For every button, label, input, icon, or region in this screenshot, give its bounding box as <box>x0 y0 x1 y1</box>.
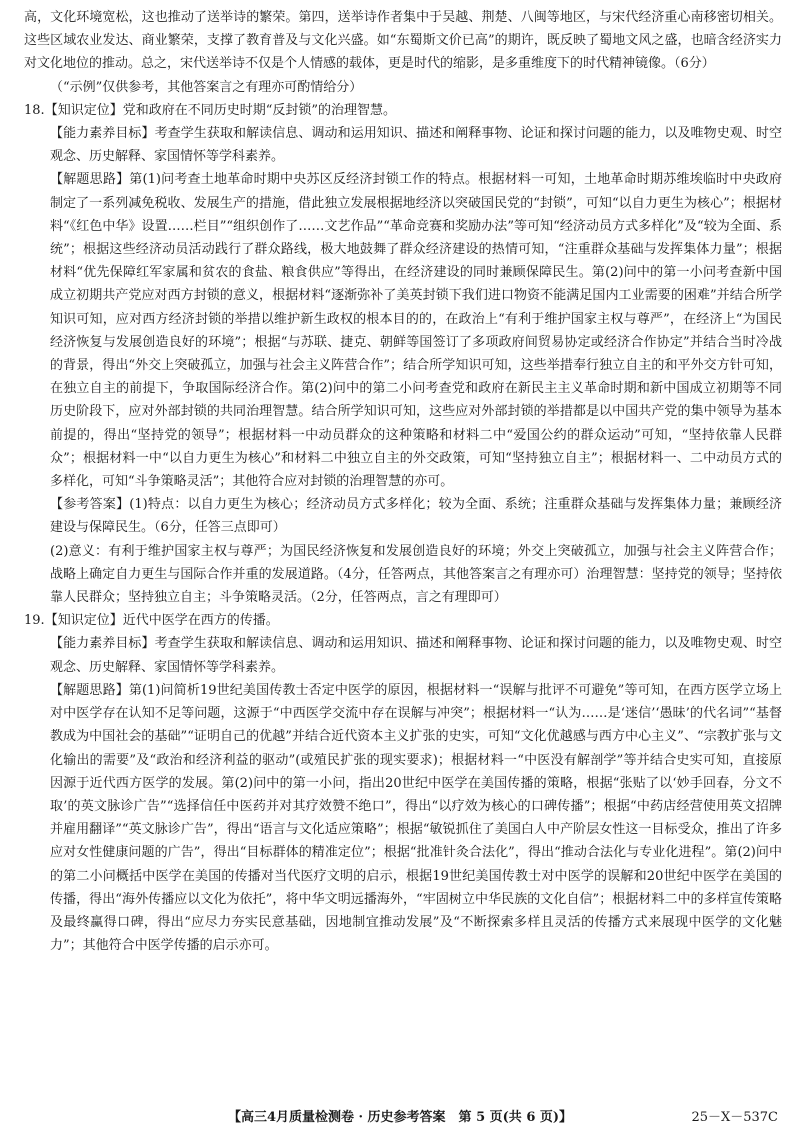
q19-position-text: 【知识定位】近代中医学在西方的传播。 <box>44 613 279 629</box>
q19-thinking: 【解题思路】第(1)问简析19世纪美国传教士否定中医学的原因，根据材料一“误解与批评不可避免”等可知，在西方医学立场上对中医学存在认知不足等问题，这源于“中西医学交流中存在误解与冲突”；根据材料一“认为……是‘迷信’‘愚昧’的代名词”“基督教成为中国社会的基础”“证明自己的优越”并结合近代资本主义扩张的史实，可知“文化优越感与西方中心主义”、“宗教扩张与文化输出的需要”及“政治和经济利益的驱动”(或殖民扩张的现实要求)；根据材料一“中医没有解剖学”等并结合史实可知，直接原因源于近代西方医学的发展。第(2)问中的第一小问，指出20世纪中医学在美国传播的策略，根据“张贴了以‘妙手回春，分文不取’的英文脉诊广告”“选择信任中医药并对其疗效赞不绝口”，得出“以疗效为核心的口碑传播”；根据“中药店经营使用英文招牌并雇用翻译”“英文脉诊广告”，得出“语言与文化适应策略”；根据“敏锐抓住了美国白人中产阶层女性这一目标受众，推出了许多应对女性健康问题的广告”，得出“目标群体的精准定位”；根据“批准针灸合法化”，得出“推动合法化与专业化进程”。第(2)问中的第二小问概括中医学在美国的传播对当代医疗文明的启示，根据19世纪美国传教士对中医学的误解和20世纪中医学在美国的传播，得出“海外传播应以文化为依托”，将中华文明远播海外，“牢固树立中华民族的文化自信”；根据材料二中的多样宣传策略及最终赢得口碑，得出“应尽力夯实民意基础，因地制宜推动发展”及“不断探索多样且灵活的传播方式来展现中医学的文化魅力”；其他符合中医学传播的启示亦可。 <box>50 682 782 954</box>
scoring-note: （“示例”仅供参考，其他答案言之有理亦可酌情给分） <box>50 79 363 95</box>
footer-title: 【高三4月质量检测卷 · 历史参考答案 第 5 页(共 6 页)】 <box>227 1109 573 1125</box>
question-19 <box>24 609 782 957</box>
question-18 <box>24 99 782 609</box>
q18-answer-1: 【参考答案】(1)特点：以自力更生为核心；经济动员方式多样化；较为全面、系统；注重群众基础与发挥集体力量；兼顾经济建设与保障民生。（6分，任答三点即可） <box>50 497 782 536</box>
top-paragraph: 高，文化环境宽松，这也推动了送举诗的繁荣。第四，送举诗作者集中于吴越、荆楚、八闽等地区，与宋代经济重心南移密切相关。这些区域农业发达、商业繁荣，支撑了教育普及与文化兴盛。如“东蜀斯文价已高”的期许，既反映了蜀地文风之盛，也暗含经济实力对文化地位的推动。总之，宋代送举诗不仅是个人情感的载体，更是时代的缩影，是多重维度下的时代精神镜像。（6分） <box>24 10 782 72</box>
answer-page <box>24 6 782 957</box>
footer-code: 25－X－537C <box>691 1109 778 1125</box>
q19-ability: 【能力素养目标】考查学生获取和解读信息、调动和运用知识、描述和阐释事物、论证和探讨问题的能力，以及唯物史观、时空观念、历史解释、家国情怀等学科素养。 <box>50 636 782 675</box>
q18-ability: 【能力素养目标】考查学生获取和解读信息、调动和运用知识、描述和阐释事物、论证和探讨问题的能力，以及唯物史观、时空观念、历史解释、家国情怀等学科素养。 <box>50 126 782 165</box>
q18-number: 18. <box>24 102 45 118</box>
q19-number: 19. <box>24 613 45 629</box>
q19-position <box>24 609 782 632</box>
q18-answer-2: (2)意义：有利于维护国家主权与尊严；为国民经济恢复和发展创造良好的环境；外交上突破孤立，加强与社会主义阵营合作；战略上确定自力更生与国际合作并重的发展道路。（4分，任答两点，其他答案言之有理亦可）治理智慧：坚持党的领导；坚持依靠人民群众；坚持独立自主；斗争策略灵活。（2分，任答两点，言之有理即可） <box>50 543 782 606</box>
q18-position <box>24 99 782 122</box>
q18-thinking: 【解题思路】第(1)问考查土地革命时期中央苏区反经济封锁工作的特点。根据材料一可知，土地革命时期苏维埃临时中央政府制定了一系列减免税收、发展生产的措施，借此独立发展根据地经济以突破国民党的“封锁”，可知“以自力更生为核心”；根据材料“《红色中华》设置……栏目”“组织创作了……文艺作品”“革命竞赛和奖励办法”等可知“经济动员方式多样化”及“较为全面、系统”；根据这些经济动员活动践行了群众路线，极大地鼓舞了群众经济建设的热情可知，“注重群众基础与发挥集体力量”；根据材料“优先保障红军家属和贫农的食盐、粮食供应”等得出，在经济建设的同时兼顾保障民生。第(2)问中的第一小问考查新中国成立初期共产党应对西方封锁的意义，根据材料“逐渐弥补了美英封锁下我们进口物资不能满足国内工业需要的困难”并结合所学知识可知，应对西方经济封锁的举措以维护新生政权的根本目的的，在政治上“有利于维护国家主权与尊严”，在经济上“为国民经济恢复与发展创造良好的环境”；根据“与苏联、捷克、朝鲜等国签订了多项政府间贸易协定或经济合作协定”并结合当时冷战的背景，得出“外交上突破孤立，加强与社会主义阵营合作”；结合所学知识可知，这些举措奉行独立自主的和平外交方针可知，在独立自主的前提下，争取国际经济合作。第(2)问中的第二小问考查党和政府在新民主主义革命时期和新中国成立初期等不同历史阶段下，应对外部封锁的共同治理智慧。结合所学知识可知，这些应对外部封锁的举措都是以中国共产党的集中领导为基本前提的，得出“坚持党的领导”；根据材料一中动员群众的这种策略和材料二中“爱国公约的群众运动”可知，“坚持依靠人民群众”；根据材料一中“以自力更生为核心”和材料二中独立自主的外交政策，可知“坚持独立自主”；根据材料一、二中动员方式的多样化，可知“斗争策略灵活”；其他符合应对封锁的治理智慧的亦可。 <box>50 172 782 490</box>
q18-position-text: 【知识定位】党和政府在不同历史时期“反封锁”的治理智慧。 <box>44 102 396 118</box>
page-footer <box>0 1104 800 1126</box>
